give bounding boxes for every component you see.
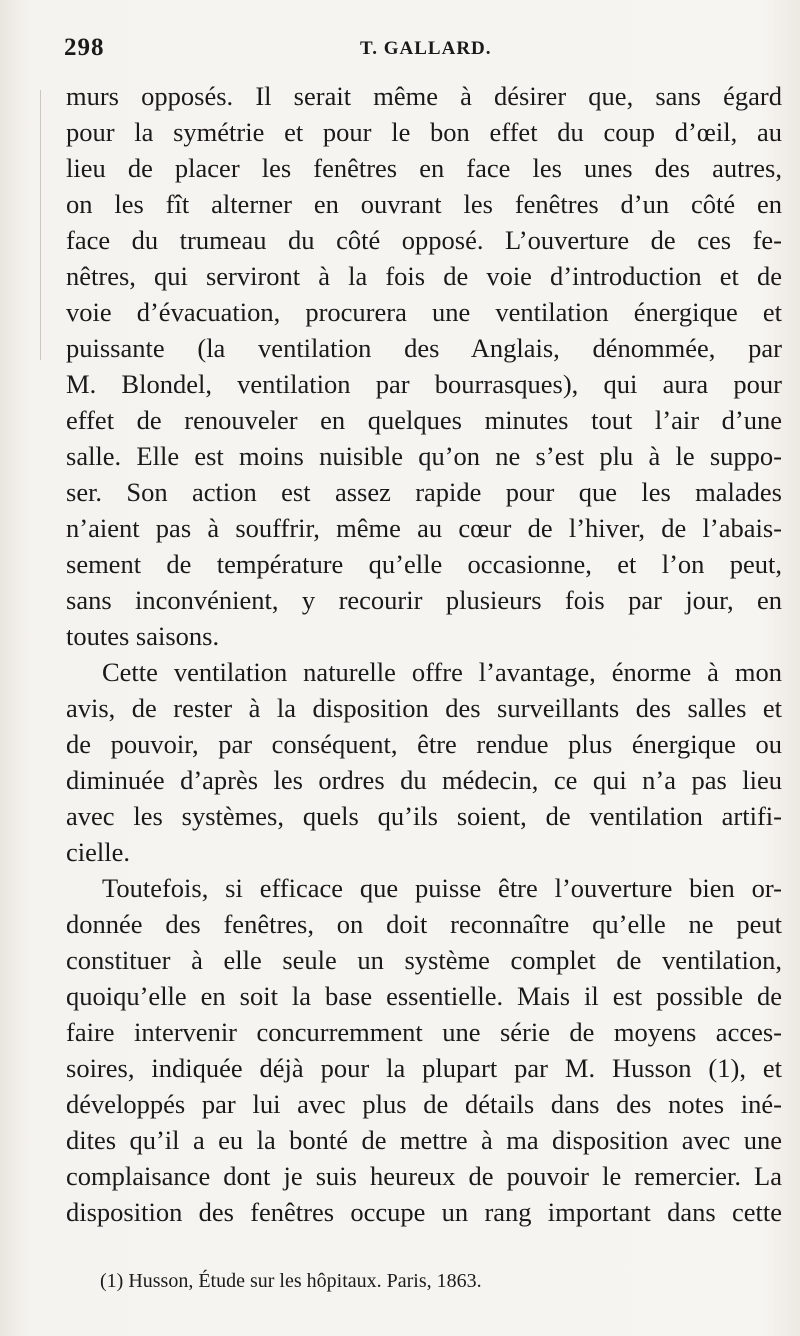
text-line: effet de renouveler en quelques minutes tout l’air d’une [66, 405, 782, 435]
text-line: de pouvoir, par conséquent, être rendue plus énergique ou [66, 729, 782, 759]
text-line: avec les systèmes, quels qu’ils soient, de ventilation artifi- [66, 801, 782, 831]
text-line: complaisance dont je suis heureux de pouvoir le remercier. La [66, 1161, 782, 1191]
text-line: développés par lui avec plus de détails dans des notes iné- [66, 1089, 782, 1119]
page-header [64, 34, 784, 68]
margin-pencil-line [40, 90, 41, 360]
body-text [66, 78, 782, 1230]
text-line: on les fît alterner en ouvrant les fenêtres d’un côté en [66, 189, 782, 219]
text-line: soires, indiquée déjà pour la plupart par M. Husson (1), et [66, 1053, 782, 1083]
text-line: Cette ventilation naturelle offre l’avantage, énorme à mon [102, 657, 782, 687]
text-line: Toutefois, si efficace que puisse être l’ouverture bien or- [102, 873, 782, 903]
text-line: lieu de placer les fenêtres en face les unes des autres, [66, 153, 782, 183]
text-line: constituer à elle seule un système complet de ventilation, [66, 945, 782, 975]
text-line: cielle. [66, 837, 130, 867]
text-line: diminuée d’après les ordres du médecin, ce qui n’a pas lieu [66, 765, 782, 795]
text-line: salle. Elle est moins nuisible qu’on ne s’est plu à le suppo- [66, 441, 782, 471]
text-line: donnée des fenêtres, on doit reconnaître qu’elle ne peut [66, 909, 782, 939]
page-number: 298 [64, 34, 105, 61]
text-line: sement de température qu’elle occasionne, et l’on peut, [66, 549, 782, 579]
text-line: nêtres, qui serviront à la fois de voie d’introduction et de [66, 261, 782, 291]
text-line: ser. Son action est assez rapide pour que les malades [66, 477, 782, 507]
text-line: avis, de rester à la disposition des surveillants des salles et [66, 693, 782, 723]
text-line: puissante (la ventilation des Anglais, dénommée, par [66, 333, 782, 363]
text-line: M. Blondel, ventilation par bourrasques), qui aura pour [66, 369, 782, 399]
text-line: toutes saisons. [66, 621, 220, 651]
text-line: n’aient pas à souffrir, même au cœur de l’hiver, de l’abais- [66, 513, 782, 543]
text-line: faire intervenir concurremment une série de moyens acces- [66, 1017, 782, 1047]
text-line: voie d’évacuation, procurera une ventilation énergique et [66, 297, 782, 327]
text-line: quoiqu’elle en soit la base essentielle. Mais il est possible de [66, 981, 782, 1011]
text-line: face du trumeau du côté opposé. L’ouverture de ces fe- [66, 225, 782, 255]
text-line: murs opposés. Il serait même à désirer que, sans égard [66, 81, 782, 111]
text-line: dites qu’il a eu la bonté de mettre à ma disposition avec une [66, 1125, 782, 1155]
text-line: disposition des fenêtres occupe un rang important dans cette [66, 1197, 782, 1227]
running-head: T. GALLARD. [360, 38, 492, 59]
footnote: (1) Husson, Étude sur les hôpitaux. Paris, 1863. [100, 1270, 482, 1292]
text-line: pour la symétrie et pour le bon effet du coup d’œil, au [66, 117, 782, 147]
text-line: sans inconvénient, y recourir plusieurs fois par jour, en [66, 585, 782, 615]
